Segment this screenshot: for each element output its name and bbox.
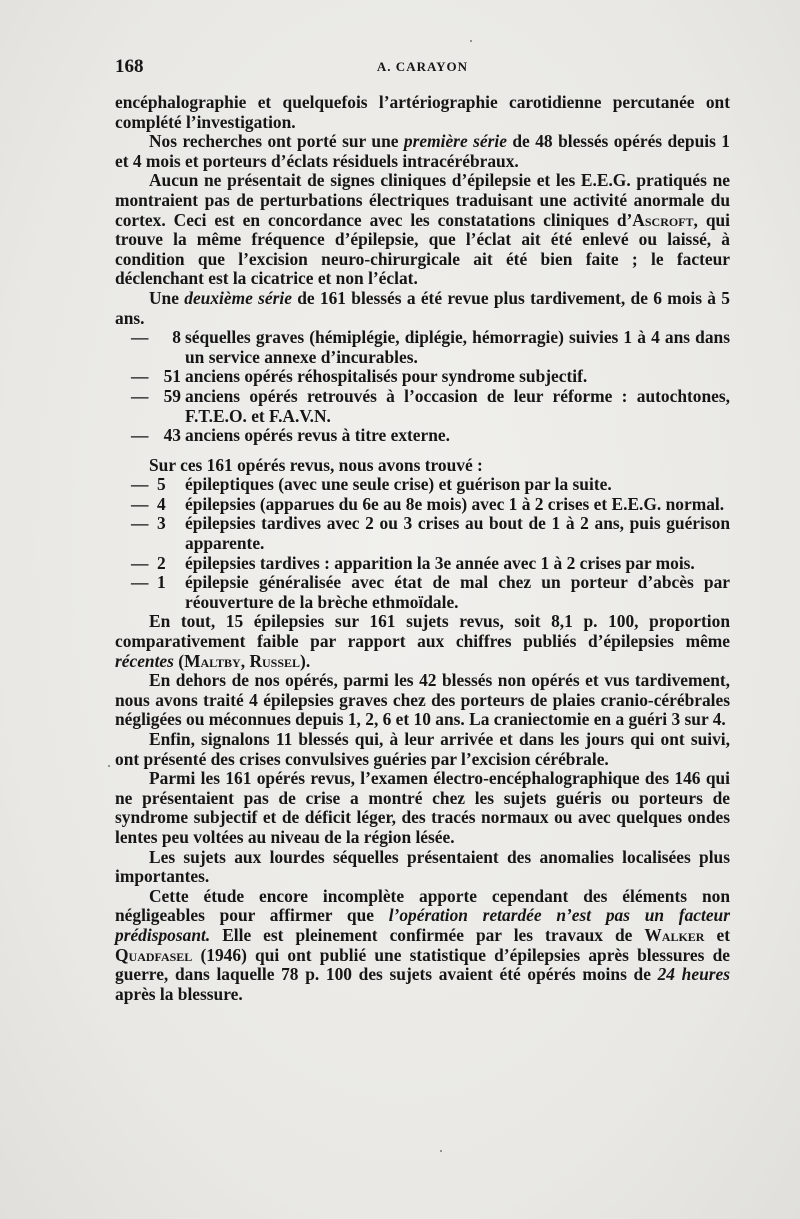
list-dash: — xyxy=(131,513,149,534)
text-run: ). xyxy=(300,650,311,671)
list-dash: — xyxy=(131,425,149,446)
paper-speck xyxy=(108,765,110,767)
paragraph-11 xyxy=(115,887,730,1005)
list-dash: — xyxy=(131,366,149,387)
text-run: Elle est pleinement confirmée par les travaux de xyxy=(210,924,645,945)
author-ascroft: Ascroft xyxy=(632,209,694,230)
list-item xyxy=(115,387,730,426)
page-header xyxy=(115,56,730,82)
list-text: anciens opérés revus à titre externe. xyxy=(185,425,450,446)
list-dash: — xyxy=(131,572,149,593)
text-run: et xyxy=(704,924,730,945)
list-text: épilepsies tardives : apparition la 3e année avec 1 à 2 crises par mois. xyxy=(185,552,695,573)
text-run: Cette étude encore incomplète apporte cependant des éléments non négligeables pour affirmer que xyxy=(115,885,730,926)
paragraph-1: encéphalographie et quelquefois l’artériographie carotidienne percutanée ont complété l’investigation. xyxy=(115,92,730,132)
list-item xyxy=(115,328,730,367)
text-run: après la blessure. xyxy=(115,983,243,1004)
list-number: 59 xyxy=(163,385,181,406)
list-number: 51 xyxy=(163,366,181,387)
list-number: 4 xyxy=(157,493,166,514)
paragraph-8: Enfin, signalons 11 blessés qui, à leur arrivée et dans les jours qui ont suivi, ont présenté des crises convulsives guéries par l’excision cérébrale. xyxy=(115,729,730,769)
list-text: épileptiques (avec une seule crise) et guérison par la suite. xyxy=(185,474,612,495)
list-dash: — xyxy=(131,327,149,348)
text-run: En tout, 15 épilepsies sur 161 sujets revus, soit 8,1 p. 100, proportion comparativement faible par rapport aux chiffres publiés d’épilepsies même xyxy=(115,611,730,652)
text-run: Nos recherches ont porté sur une xyxy=(149,131,404,152)
text-run: , qui trouve la même fréquence d’épilepsie, que l’éclat ait été enlevé ou laissé, à condition que l’excision neuro-chirurgicale ait été bien faite ; le facteur déclenchant est la cicatrice et non l’éclat. xyxy=(115,209,730,289)
findings-list xyxy=(115,475,730,612)
paragraph-3 xyxy=(115,171,730,289)
author-walker: Walker xyxy=(644,924,705,945)
list-item xyxy=(115,367,730,387)
running-head: A. CARAYON xyxy=(376,59,469,74)
text-run: ( xyxy=(173,650,185,671)
text-run: Aucun ne présentait de signes cliniques d’épilepsie et les E.E.G. pratiqués ne montraient pas de perturbations électriques traduisant une activité anormale du cortex. Ceci est en concordance avec les constatations cliniques d’ xyxy=(115,170,730,230)
list-number: 2 xyxy=(157,552,166,573)
author-russel: Russel xyxy=(249,650,301,671)
text-run: , xyxy=(240,650,250,671)
list-text: anciens opérés réhospitalisés pour syndrome subjectif. xyxy=(185,366,588,387)
emphasis-recentes: récentes xyxy=(115,650,174,671)
paper-speck xyxy=(470,40,472,42)
list-dash: — xyxy=(131,385,149,406)
list-number: 1 xyxy=(157,572,166,593)
list-item xyxy=(115,514,730,553)
list-text: anciens opérés retrouvés à l’occasion de leur réforme : autochtones, F.T.E.O. et F.A.V.N. xyxy=(185,385,730,426)
text-run: de 48 blessés opérés depuis 1 et 4 mois et porteurs d’éclats résiduels intracérébraux. xyxy=(115,131,730,171)
emphasis-24-heures: 24 heures xyxy=(657,964,731,985)
emphasis-second-series: deuxième série xyxy=(184,287,292,308)
list-text: épilepsies (apparues du 6e au 8e mois) avec 1 à 2 crises et E.E.G. normal. xyxy=(185,493,725,514)
paragraph-9: Parmi les 161 opérés revus, l’examen électro-encéphalographique des 146 qui ne présentaient pas de crise a montré chez les sujets guéris ou porteurs de syndrome subjectif et de déficit léger, des tracés normaux ou avec quelques ondes lentes peu voltées au niveau de la région lésée. xyxy=(115,768,730,847)
paragraph-5: Sur ces 161 opérés revus, nous avons trouvé : xyxy=(149,454,483,475)
paragraph-7: En dehors de nos opérés, parmi les 42 blessés non opérés et vus tardivement, nous avons traité 4 épilepsies graves chez des porteurs de plaies cranio-cérébrales négligées ou méconnues depuis 1, 2, 6 et 10 ans. La craniectomie en a guéri 3 sur 4. xyxy=(115,670,730,730)
list-number: 5 xyxy=(157,474,166,495)
text-run: (1946) qui ont publié une statistique d’épilepsies après blessures de guerre, dans laquelle 78 p. 100 des sujets avaient été opérés moins de xyxy=(115,944,730,985)
paragraph-6 xyxy=(115,612,730,671)
paper-speck xyxy=(440,1150,442,1152)
paragraph-4 xyxy=(115,289,730,328)
author-quadfasel: Quadfasel xyxy=(115,944,193,965)
list-item xyxy=(115,426,730,446)
list-item xyxy=(115,554,730,574)
emphasis-first-series: première série xyxy=(403,131,507,152)
text-run: de 161 blessés a été revue plus tardivement, de 6 mois à 5 ans. xyxy=(115,287,730,328)
list-text: séquelles graves (hémiplégie, diplégie, hémorragie) suivies 1 à 4 ans dans un service annexe d’incurables. xyxy=(185,327,730,367)
list-number: 8 xyxy=(172,327,181,348)
list-dash: — xyxy=(131,552,149,573)
list-dash: — xyxy=(131,474,149,495)
body-text xyxy=(115,93,730,1004)
author-maltby: Maltby xyxy=(184,650,241,671)
paragraph-10: Les sujets aux lourdes séquelles présentaient des anomalies localisées plus importantes. xyxy=(115,846,730,887)
paragraph-2 xyxy=(115,132,730,171)
emphasis-conclusion: l’opération retardée n’est pas un facteur prédisposant. xyxy=(115,905,730,945)
page-number: 168 xyxy=(115,56,144,77)
list-number: 43 xyxy=(163,425,181,446)
list-item xyxy=(115,495,730,515)
series-list xyxy=(115,328,730,446)
list-number: 3 xyxy=(157,513,166,534)
list-item xyxy=(115,475,730,495)
list-text: épilepsie généralisée avec état de mal chez un porteur d’abcès par réouverture de la brèche ethmoïdale. xyxy=(185,572,730,612)
list-item xyxy=(115,573,730,612)
list-dash: — xyxy=(131,493,149,514)
list-text: épilepsies tardives avec 2 ou 3 crises au bout de 1 à 2 ans, puis guérison apparente. xyxy=(185,513,730,554)
text-run: Une xyxy=(149,287,185,308)
